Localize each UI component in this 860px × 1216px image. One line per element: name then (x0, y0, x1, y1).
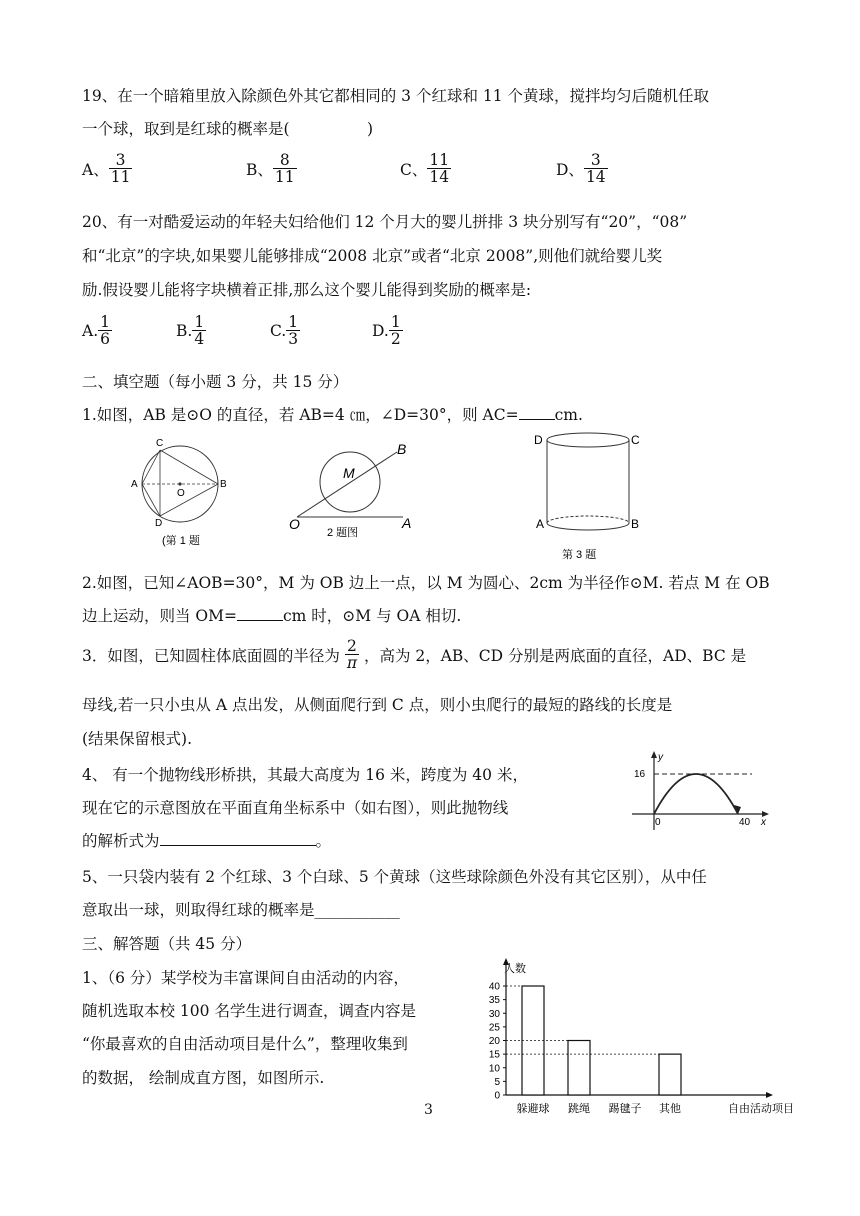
q19-line1: 19、在一个暗箱里放入除颜色外其它都相同的 3 个红球和 11 个黄球，搅拌均匀后随机任取 (82, 87, 710, 105)
option-fraction (427, 152, 451, 186)
s3-q1-line3: “你最喜欢的自由活动项目是什么”，整理收集到 (82, 1035, 408, 1053)
q20-option-c (270, 314, 300, 348)
option-label: A. (82, 321, 99, 340)
s3-q1-line2: 随机选取本校 100 名学生进行调查，调查内容是 (82, 1002, 416, 1020)
fig2-caption: 2 题图 (327, 527, 359, 539)
fig4-axis-x: x (761, 817, 766, 828)
answer-blank (237, 620, 283, 621)
figure-4-parabola (622, 748, 772, 840)
q20-line1: 20、有一对酷爱运动的年轻夫妇给他们 12 个月大的婴儿拼排 3 块分别写有“20”，“08” (82, 213, 688, 231)
bar-0 (522, 986, 544, 1095)
y-tick-label: 35 (488, 995, 500, 1007)
option-label: D. (372, 321, 389, 340)
bar-3 (659, 1054, 681, 1095)
option-label: C. (270, 321, 287, 340)
fraction-denominator: 14 (585, 168, 606, 187)
q19-option-b (246, 152, 297, 186)
fig2-label-a: A (402, 515, 412, 531)
fig1-caption: (第 1 题 (162, 535, 200, 547)
q19-option-c (400, 152, 451, 186)
option-fraction (192, 314, 206, 348)
option-label: D、 (556, 160, 584, 179)
category-label: 其他 (659, 1103, 681, 1115)
s2-q3-line3: (结果保留根式). (82, 730, 193, 748)
category-label: 跳绳 (568, 1103, 590, 1115)
option-label: C、 (400, 160, 428, 179)
y-tick-label: 30 (488, 1008, 500, 1020)
q20-option-b (176, 314, 206, 348)
s2-q5-line2: 意取出一球，则取得红球的概率是___________ (82, 901, 400, 919)
fig4-span-label: 40 (739, 817, 751, 828)
s2-q3-line2: 母线,若一只小虫从 A 点出发，从侧面爬行到 C 点，则小虫爬行的最短的路线的长度是 (82, 696, 673, 714)
s3-q1-line1: 1、（6 分）某学校为丰富课间自由活动的内容， (82, 969, 409, 987)
s2-q1-stem: 1.如图，AB 是⊙O 的直径，若 AB=4 ㎝，∠D=30°，则 AC= (82, 406, 519, 424)
fraction-denominator: 3 (288, 330, 299, 349)
fraction-denominator: 4 (194, 330, 205, 349)
q20-line3: 励.假设婴儿能将字块横着正排,那么这个婴儿能得到奖励的概率是: (82, 281, 532, 299)
fig4-origin: 0 (655, 817, 661, 828)
fig1-label-c: C (156, 438, 164, 449)
option-fraction (109, 152, 133, 186)
fig1-label-d: D (155, 518, 163, 529)
y-tick-label: 25 (488, 1022, 500, 1034)
bar-1 (568, 1041, 590, 1096)
s2-q2-line1: 2.如图，已知∠AOB=30°，M 为 OB 边上一点，以 M 为圆心、2cm 为半径作⊙M. 若点 M 在 OB (82, 574, 770, 592)
page-number: 3 (424, 1102, 433, 1118)
fig2-label-o: O (289, 516, 300, 532)
s2-q4-line1: 4、 有一个抛物线形桥拱，其最大高度为 16 米，跨度为 40 米， (82, 766, 528, 784)
fig4-axis-y: y (658, 752, 663, 763)
fig1-label-o: O (177, 488, 185, 499)
fig1-label-a: A (131, 479, 138, 490)
s2-q3-line1 (82, 638, 746, 672)
q20-option-a (82, 314, 112, 348)
s2-q3-rest: ，高为 2，AB、CD 分别是两底面的直径，AD、BC 是 (363, 646, 747, 665)
s2-q4-line3 (82, 829, 331, 851)
s2-q2-line2 (82, 604, 461, 626)
option-fraction (98, 314, 112, 348)
fig1-label-b: B (220, 479, 227, 490)
s3-q1-line4: 的数据， 绘制成直方图，如图所示. (82, 1069, 325, 1087)
y-tick-label: 10 (488, 1063, 500, 1075)
option-fraction (389, 314, 403, 348)
fig3-label-b: B (631, 517, 640, 531)
fraction-denominator: π (346, 654, 357, 673)
q19-option-d (556, 152, 608, 186)
fraction-numerator: 1 (194, 313, 205, 331)
fig2-label-b: B (397, 441, 407, 457)
figure-3-cylinder (528, 426, 648, 564)
q19-option-a (82, 152, 132, 186)
fraction-numerator: 1 (100, 313, 110, 331)
y-tick-label: 0 (494, 1090, 500, 1102)
option-label: A、 (82, 160, 109, 179)
s2-q5-line1: 5、一只袋内装有 2 个红球、3 个白球、5 个黄球（这些球除颜色外没有其它区别），从中任 (82, 868, 707, 886)
section2-title: 二、填空题（每小题 3 分，共 15 分） (82, 373, 349, 391)
s2-q3-stem: 3．如图，已知圆柱体底面圆的半径为 (82, 646, 340, 665)
y-tick-label: 20 (488, 1036, 500, 1047)
q20-option-d (372, 314, 403, 348)
figure-1-circle (120, 436, 235, 548)
s2-q1-unit: cm. (554, 406, 583, 424)
y-tick-label: 15 (488, 1049, 500, 1061)
q19-line2: 一个球，取到是红球的概率是( ) (82, 120, 374, 138)
option-fraction (286, 314, 300, 348)
x-axis-title: 自由活动项目 (728, 1103, 794, 1115)
fraction-numerator: 2 (345, 638, 359, 655)
figure-2-angle (285, 440, 420, 542)
s2-q4-line2: 现在它的示意图放在平面直角坐标系中（如右图），则此抛物线 (82, 799, 509, 817)
y-tick-label: 5 (494, 1076, 500, 1088)
y-tick-label: 40 (488, 981, 500, 993)
fig4-height-label: 16 (634, 769, 646, 780)
fig3-caption: 第 3 题 (562, 549, 597, 561)
category-label: 躲避球 (516, 1103, 550, 1115)
fraction-numerator: 1 (288, 313, 299, 331)
answer-blank (160, 845, 316, 846)
s2-q4-stem: 的解析式为 (82, 832, 160, 850)
section3-title: 三、解答题（共 45 分） (82, 935, 252, 953)
s2-q4-tail: 。 (315, 832, 332, 850)
fraction-denominator: 14 (429, 168, 450, 187)
y-axis-title: 人数 (504, 963, 526, 975)
s2-q1-text (82, 403, 583, 425)
q20-line2: 和“北京”的字块,如果婴儿能够排成“2008 北京”或者“北京 2008”,则他们就给婴儿奖 (82, 247, 663, 265)
fraction-numerator: 3 (584, 152, 608, 169)
fig3-label-d: D (534, 433, 543, 447)
fig3-label-a: A (536, 517, 545, 531)
fraction-numerator: 3 (109, 152, 133, 169)
x-axis-arrow (766, 1092, 773, 1098)
fig2-label-m: M (343, 465, 355, 481)
activity-bar-chart (476, 955, 796, 1115)
fraction-denominator: 11 (110, 168, 131, 187)
radius-fraction (345, 638, 359, 672)
fraction-numerator: 1 (390, 313, 401, 331)
category-label: 踢毽子 (608, 1103, 642, 1115)
fraction-denominator: 6 (100, 330, 110, 349)
fraction-numerator: 11 (429, 151, 450, 169)
fraction-denominator: 11 (274, 168, 295, 187)
fraction-denominator: 2 (390, 330, 401, 349)
fig3-label-c: C (631, 433, 640, 447)
answer-blank (519, 419, 555, 420)
option-label: B. (176, 321, 193, 340)
fraction-numerator: 8 (273, 152, 297, 169)
s2-q2-stem: 边上运动，则当 OM= (82, 607, 237, 625)
option-fraction (584, 152, 608, 186)
option-label: B、 (246, 160, 273, 179)
option-fraction (273, 152, 297, 186)
s2-q2-tail: cm 时，⊙M 与 OA 相切. (283, 607, 462, 625)
